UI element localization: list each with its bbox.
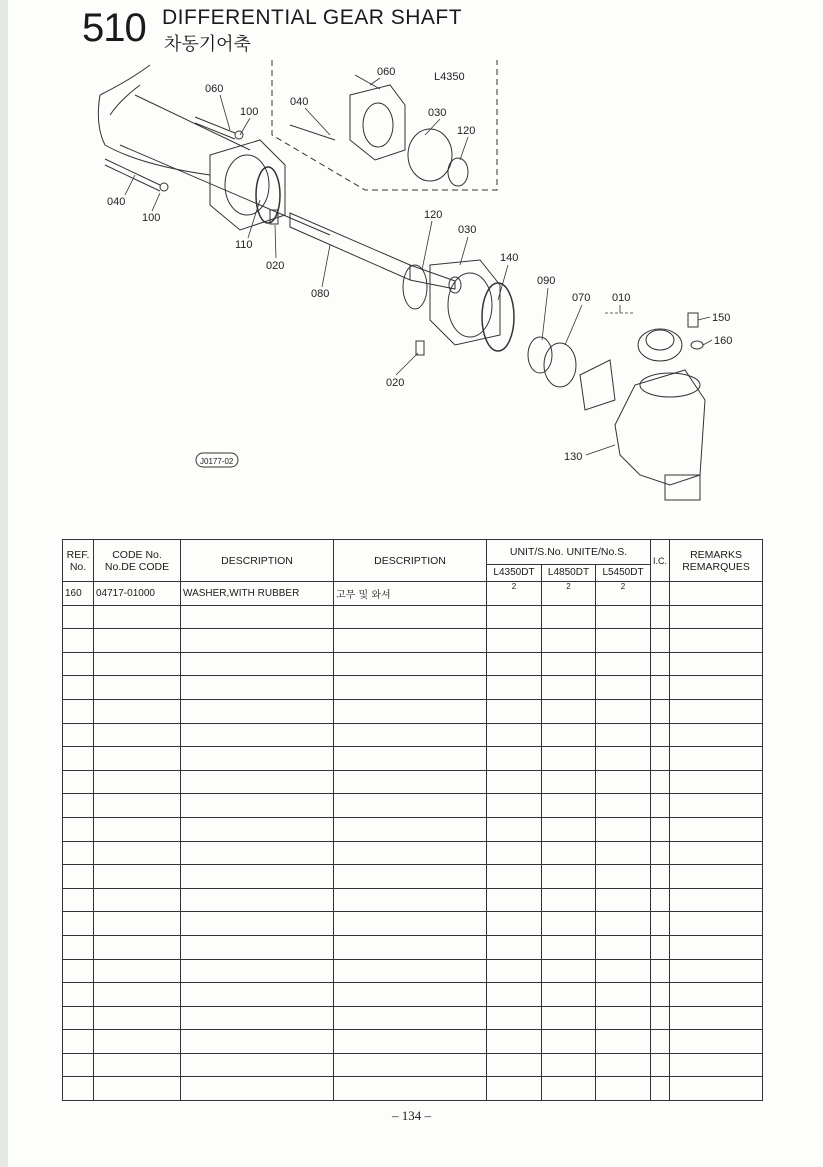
callout-080: 080 (311, 288, 330, 300)
cell-empty (334, 841, 487, 865)
inset-parts (290, 75, 468, 186)
cell-empty (181, 935, 334, 959)
cell-empty (651, 1006, 670, 1030)
cell-empty (487, 841, 542, 865)
cell-empty (651, 865, 670, 889)
cell-empty (487, 959, 542, 983)
cell-empty (670, 1077, 763, 1101)
cell-empty (94, 817, 181, 841)
cell-empty (651, 629, 670, 653)
cell-remarks (670, 582, 763, 606)
cell-empty (94, 747, 181, 771)
cell-empty (651, 723, 670, 747)
cell-empty (596, 959, 651, 983)
cell-empty (651, 1030, 670, 1054)
cell-empty (651, 747, 670, 771)
cell-empty (487, 699, 542, 723)
cell-empty (487, 912, 542, 936)
header-model: L4350DT (487, 565, 542, 582)
header-ref: REF. No. (63, 540, 94, 582)
cell-empty (63, 676, 94, 700)
callout-120: 120 (457, 125, 476, 137)
cell-empty (94, 959, 181, 983)
cell-empty (94, 723, 181, 747)
cell-empty (63, 1030, 94, 1054)
cell-empty (181, 912, 334, 936)
cell-empty (487, 1030, 542, 1054)
callout-060: 060 (205, 83, 224, 95)
callout-120: 120 (424, 209, 443, 221)
cell-empty (334, 770, 487, 794)
callout-020: 020 (386, 377, 405, 389)
cell-empty (94, 652, 181, 676)
cell-empty (542, 1030, 596, 1054)
cell-empty (670, 699, 763, 723)
callout-100: 100 (240, 106, 259, 118)
cell-empty (63, 652, 94, 676)
cell-empty (181, 983, 334, 1007)
cell-empty (63, 605, 94, 629)
cell-empty (94, 1053, 181, 1077)
exploded-parts-diagram (60, 55, 760, 525)
cell-empty (651, 817, 670, 841)
cell-empty (596, 817, 651, 841)
cell-empty (334, 935, 487, 959)
cell-empty (670, 983, 763, 1007)
page-edge (0, 0, 8, 1167)
cell-empty (181, 676, 334, 700)
cell-empty (181, 770, 334, 794)
cell-empty (181, 629, 334, 653)
cell-empty (596, 935, 651, 959)
page-title: DIFFERENTIAL GEAR SHAFT (162, 6, 463, 29)
cell-empty (651, 1053, 670, 1077)
flange-left (210, 140, 285, 230)
cell-empty (596, 652, 651, 676)
table-row-empty (63, 912, 763, 936)
cell-empty (94, 605, 181, 629)
cell-empty (94, 1077, 181, 1101)
callout-110: 110 (235, 239, 253, 251)
cell-empty (181, 817, 334, 841)
cell-empty (63, 817, 94, 841)
cell-empty (651, 1077, 670, 1101)
cell-empty (651, 983, 670, 1007)
cell-description-en: WASHER,WITH RUBBER (181, 582, 334, 606)
cell-empty (94, 794, 181, 818)
cell-empty (670, 959, 763, 983)
cell-empty (334, 605, 487, 629)
cell-ref: 160 (63, 582, 94, 606)
cell-empty (181, 1053, 334, 1077)
table-row-empty (63, 652, 763, 676)
callout-070: 070 (572, 292, 591, 304)
cell-empty (63, 723, 94, 747)
cell-empty (63, 959, 94, 983)
cell-empty (94, 699, 181, 723)
cell-empty (181, 865, 334, 889)
table-row-empty (63, 629, 763, 653)
cell-empty (487, 983, 542, 1007)
cell-empty (596, 699, 651, 723)
cell-empty (670, 629, 763, 653)
cell-empty (651, 912, 670, 936)
table-row-empty (63, 1077, 763, 1101)
header-code: CODE No. No.DE CODE (94, 540, 181, 582)
cell-empty (542, 959, 596, 983)
cell-empty (63, 747, 94, 771)
cell-empty (670, 676, 763, 700)
cell-empty (596, 841, 651, 865)
cell-empty (94, 770, 181, 794)
table-row-empty (63, 770, 763, 794)
cell-empty (334, 699, 487, 723)
table-row-empty (63, 841, 763, 865)
empty-rows (63, 605, 763, 1100)
cell-empty (334, 983, 487, 1007)
cell-empty (596, 747, 651, 771)
cell-empty (181, 794, 334, 818)
cell-empty (651, 841, 670, 865)
cell-qty: 2 (542, 582, 596, 606)
callout-150: 150 (712, 312, 731, 324)
cell-empty (651, 676, 670, 700)
cell-empty (596, 1030, 651, 1054)
callout-130: 130 (564, 451, 583, 463)
cell-empty (596, 1006, 651, 1030)
cell-empty (63, 983, 94, 1007)
table-row-empty (63, 699, 763, 723)
cell-empty (651, 935, 670, 959)
cell-empty (94, 841, 181, 865)
cell-empty (670, 747, 763, 771)
cell-empty (63, 699, 94, 723)
cell-qty: 2 (487, 582, 542, 606)
cell-empty (181, 888, 334, 912)
cell-empty (542, 817, 596, 841)
cell-empty (542, 1006, 596, 1030)
cell-empty (94, 865, 181, 889)
cell-empty (596, 794, 651, 818)
cell-empty (542, 770, 596, 794)
cell-empty (670, 888, 763, 912)
cell-empty (487, 888, 542, 912)
cell-empty (181, 959, 334, 983)
figure-code: J0177-02 (200, 457, 234, 466)
cell-empty (542, 794, 596, 818)
cell-empty (487, 605, 542, 629)
cell-empty (596, 605, 651, 629)
cell-empty (651, 888, 670, 912)
cell-empty (542, 1053, 596, 1077)
cell-empty (670, 935, 763, 959)
cell-empty (181, 652, 334, 676)
cell-empty (670, 912, 763, 936)
table-row-empty (63, 1006, 763, 1030)
callout-010: 010 (612, 292, 631, 304)
callout-100: 100 (142, 212, 161, 224)
cell-empty (487, 629, 542, 653)
header-unit: UNIT/S.No. UNITE/No.S. (487, 540, 651, 565)
cell-empty (670, 770, 763, 794)
cell-empty (63, 912, 94, 936)
callout-160: 160 (714, 335, 733, 347)
cell-empty (542, 652, 596, 676)
cell-empty (596, 1053, 651, 1077)
gear-assembly (528, 313, 703, 410)
cell-empty (63, 629, 94, 653)
cell-empty (334, 888, 487, 912)
callout-090: 090 (537, 275, 556, 287)
callout-140: 140 (500, 252, 519, 264)
header-remarks: REMARKS REMARQUES (670, 540, 763, 582)
cell-empty (63, 1006, 94, 1030)
cell-empty (181, 1030, 334, 1054)
cell-empty (651, 699, 670, 723)
cell-empty (596, 865, 651, 889)
cell-empty (181, 747, 334, 771)
cell-empty (334, 747, 487, 771)
table-row-empty (63, 747, 763, 771)
cell-empty (181, 1006, 334, 1030)
cell-empty (670, 1053, 763, 1077)
cell-empty (181, 699, 334, 723)
cell-empty (542, 983, 596, 1007)
header-model: L4850DT (542, 565, 596, 582)
cell-empty (334, 1053, 487, 1077)
cell-empty (63, 1077, 94, 1101)
callout-030: 030 (428, 107, 447, 119)
table-row-empty (63, 983, 763, 1007)
cell-empty (487, 723, 542, 747)
cell-empty (487, 794, 542, 818)
cell-empty (542, 605, 596, 629)
inset-label: L4350 (434, 71, 465, 83)
cell-empty (334, 959, 487, 983)
cell-empty (487, 652, 542, 676)
cell-empty (596, 629, 651, 653)
table-row-empty (63, 605, 763, 629)
cell-empty (542, 865, 596, 889)
pin-020-center (416, 341, 424, 355)
cell-empty (63, 841, 94, 865)
cell-empty (181, 1077, 334, 1101)
table-row-empty (63, 959, 763, 983)
table-row-empty (63, 794, 763, 818)
cell-empty (334, 817, 487, 841)
cell-empty (596, 676, 651, 700)
cell-description-ko: 고무 및 와셔 (334, 582, 487, 606)
cell-empty (651, 652, 670, 676)
cell-empty (487, 1053, 542, 1077)
cell-empty (487, 676, 542, 700)
cell-empty (94, 676, 181, 700)
cell-empty (487, 817, 542, 841)
cell-empty (487, 935, 542, 959)
cell-empty (487, 1077, 542, 1101)
cell-empty (487, 865, 542, 889)
cell-empty (334, 1006, 487, 1030)
section-number: 510 (82, 6, 146, 50)
callout-040: 040 (107, 196, 126, 208)
page-number: – 134 – (392, 1108, 431, 1123)
cell-empty (542, 676, 596, 700)
differential-case (615, 370, 705, 500)
cell-empty (94, 1030, 181, 1054)
cell-empty (334, 1077, 487, 1101)
table-row-empty (63, 676, 763, 700)
cell-empty (596, 1077, 651, 1101)
cell-empty (651, 770, 670, 794)
cell-empty (94, 629, 181, 653)
differential-shaft (290, 213, 461, 293)
cell-empty (542, 699, 596, 723)
cell-empty (542, 629, 596, 653)
cell-empty (334, 723, 487, 747)
cell-empty (670, 605, 763, 629)
cell-empty (670, 652, 763, 676)
cell-empty (542, 912, 596, 936)
page-title-korean: 차동기어축 (164, 34, 251, 55)
cell-empty (63, 1053, 94, 1077)
cell-empty (596, 770, 651, 794)
cell-empty (651, 605, 670, 629)
table-row (63, 582, 763, 606)
cell-empty (63, 794, 94, 818)
cell-empty (542, 747, 596, 771)
cell-empty (334, 629, 487, 653)
cell-empty (334, 676, 487, 700)
cell-empty (670, 841, 763, 865)
callout-040: 040 (290, 96, 309, 108)
callout-030: 030 (458, 224, 477, 236)
cell-empty (63, 770, 94, 794)
table-row-empty (63, 1053, 763, 1077)
cell-empty (670, 817, 763, 841)
cell-empty (94, 935, 181, 959)
cell-empty (181, 605, 334, 629)
table-header-row (63, 540, 763, 565)
cell-empty (596, 983, 651, 1007)
cell-empty (670, 794, 763, 818)
header-description-en: DESCRIPTION (181, 540, 334, 582)
cell-empty (334, 794, 487, 818)
leader-lines (125, 78, 712, 455)
cell-empty (487, 747, 542, 771)
cell-empty (596, 888, 651, 912)
cell-empty (94, 888, 181, 912)
cell-qty: 2 (596, 582, 651, 606)
cell-empty (651, 794, 670, 818)
table-row-empty (63, 865, 763, 889)
cell-empty (670, 723, 763, 747)
cell-empty (181, 723, 334, 747)
parts-table (62, 539, 763, 1101)
cell-empty (63, 888, 94, 912)
cell-ic (651, 582, 670, 606)
cell-empty (670, 865, 763, 889)
cell-empty (542, 841, 596, 865)
cell-empty (542, 723, 596, 747)
header-description-ko: DESCRIPTION (334, 540, 487, 582)
cell-empty (334, 912, 487, 936)
cell-empty (94, 912, 181, 936)
cell-empty (63, 865, 94, 889)
bolts (105, 117, 243, 191)
cell-empty (334, 1030, 487, 1054)
table-row-empty (63, 935, 763, 959)
cell-empty (334, 865, 487, 889)
cell-empty (596, 723, 651, 747)
table-row-empty (63, 888, 763, 912)
cell-empty (542, 888, 596, 912)
table-row-empty (63, 1030, 763, 1054)
table-row-empty (63, 817, 763, 841)
cell-empty (670, 1006, 763, 1030)
header-ic: I.C. (651, 540, 670, 582)
cell-empty (596, 912, 651, 936)
callout-060: 060 (377, 66, 396, 78)
cell-empty (542, 1077, 596, 1101)
callout-020: 020 (266, 260, 285, 272)
bearing-center (403, 260, 514, 351)
cell-empty (542, 935, 596, 959)
cell-empty (487, 1006, 542, 1030)
cell-empty (181, 841, 334, 865)
cell-code: 04717-01000 (94, 582, 181, 606)
header-model: L5450DT (596, 565, 651, 582)
cell-empty (670, 1030, 763, 1054)
cell-empty (94, 1006, 181, 1030)
cell-empty (63, 935, 94, 959)
cell-empty (334, 652, 487, 676)
table-row-empty (63, 723, 763, 747)
cell-empty (651, 959, 670, 983)
cell-empty (487, 770, 542, 794)
cell-empty (94, 983, 181, 1007)
